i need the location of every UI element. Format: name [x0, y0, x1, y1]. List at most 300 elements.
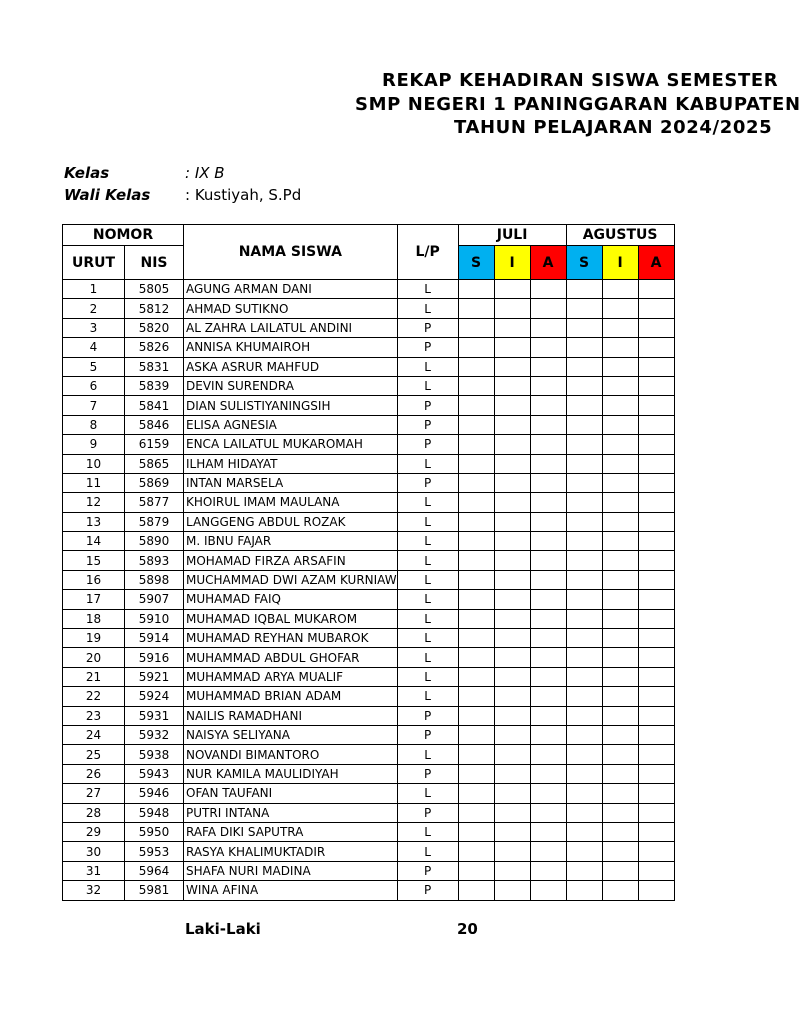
- row-gender: P: [397, 473, 458, 492]
- attendance-cell[interactable]: [638, 842, 674, 861]
- attendance-cell[interactable]: [458, 280, 494, 299]
- title-line-1: REKAP KEHADIRAN SISWA SEMESTER: [382, 70, 779, 91]
- row-nis: 5831: [125, 357, 184, 376]
- attendance-cell[interactable]: [530, 415, 566, 434]
- attendance-cell[interactable]: [494, 822, 530, 841]
- attendance-cell[interactable]: [494, 861, 530, 880]
- attendance-cell[interactable]: [566, 764, 602, 783]
- table-row: [63, 318, 675, 337]
- table-row: [63, 590, 675, 609]
- attendance-cell[interactable]: [602, 745, 638, 764]
- attendance-cell[interactable]: [638, 376, 674, 395]
- attendance-cell[interactable]: [566, 570, 602, 589]
- attendance-cell[interactable]: [566, 725, 602, 744]
- attendance-cell[interactable]: [458, 532, 494, 551]
- row-number: 19: [63, 629, 125, 648]
- attendance-cell[interactable]: [494, 648, 530, 667]
- attendance-cell[interactable]: [638, 687, 674, 706]
- attendance-cell[interactable]: [494, 473, 530, 492]
- attendance-cell[interactable]: [638, 706, 674, 725]
- attendance-cell[interactable]: [494, 532, 530, 551]
- attendance-cell[interactable]: [602, 822, 638, 841]
- row-number: 32: [63, 881, 125, 900]
- attendance-cell[interactable]: [494, 376, 530, 395]
- attendance-cell[interactable]: [530, 745, 566, 764]
- attendance-cell[interactable]: [566, 784, 602, 803]
- wali-kelas-value: : Kustiyah, S.Pd: [185, 186, 302, 204]
- row-gender: P: [397, 338, 458, 357]
- attendance-cell[interactable]: [602, 764, 638, 783]
- attendance-cell[interactable]: [638, 629, 674, 648]
- attendance-cell[interactable]: [494, 435, 530, 454]
- row-nis: 5938: [125, 745, 184, 764]
- attendance-cell[interactable]: [494, 842, 530, 861]
- table-row: [63, 435, 675, 454]
- table-row: [63, 454, 675, 473]
- row-gender: L: [397, 648, 458, 667]
- attendance-cell[interactable]: [602, 803, 638, 822]
- row-gender: L: [397, 299, 458, 318]
- attendance-cell[interactable]: [638, 357, 674, 376]
- attendance-cell[interactable]: [458, 764, 494, 783]
- summary-label: Laki-Laki: [185, 920, 261, 938]
- row-student-name: LANGGENG ABDUL ROZAK: [184, 512, 398, 531]
- title-line-2: SMP NEGERI 1 PANINGGARAN KABUPATEN: [355, 94, 801, 115]
- attendance-cell[interactable]: [530, 396, 566, 415]
- row-nis: 5879: [125, 512, 184, 531]
- row-number: 27: [63, 784, 125, 803]
- row-nis: 5890: [125, 532, 184, 551]
- kelas-label: Kelas: [64, 164, 110, 182]
- attendance-cell[interactable]: [566, 687, 602, 706]
- attendance-cell[interactable]: [638, 454, 674, 473]
- row-nis: 5805: [125, 280, 184, 299]
- attendance-cell[interactable]: [530, 881, 566, 900]
- attendance-cell[interactable]: [530, 842, 566, 861]
- table-row: [63, 764, 675, 783]
- row-gender: L: [397, 842, 458, 861]
- attendance-cell[interactable]: [638, 396, 674, 415]
- row-nis: 5932: [125, 725, 184, 744]
- attendance-cell[interactable]: [566, 338, 602, 357]
- attendance-cell[interactable]: [458, 551, 494, 570]
- attendance-cell[interactable]: [458, 745, 494, 764]
- row-nis: 5826: [125, 338, 184, 357]
- attendance-cell[interactable]: [566, 493, 602, 512]
- attendance-cell[interactable]: [638, 570, 674, 589]
- attendance-cell[interactable]: [530, 376, 566, 395]
- row-student-name: RAFA DIKI SAPUTRA: [184, 822, 398, 841]
- attendance-cell[interactable]: [530, 493, 566, 512]
- attendance-cell[interactable]: [494, 687, 530, 706]
- row-number: 8: [63, 415, 125, 434]
- row-gender: L: [397, 609, 458, 628]
- row-student-name: INTAN MARSELA: [184, 473, 398, 492]
- student-rows: [63, 280, 675, 901]
- row-student-name: ELISA AGNESIA: [184, 415, 398, 434]
- attendance-cell[interactable]: [530, 338, 566, 357]
- header-nis: NIS: [125, 246, 184, 280]
- attendance-cell[interactable]: [530, 551, 566, 570]
- row-number: 2: [63, 299, 125, 318]
- header-nomor: NOMOR: [63, 225, 184, 246]
- attendance-cell[interactable]: [458, 493, 494, 512]
- attendance-cell[interactable]: [458, 861, 494, 880]
- attendance-cell[interactable]: [530, 454, 566, 473]
- attendance-cell[interactable]: [602, 512, 638, 531]
- attendance-cell[interactable]: [458, 803, 494, 822]
- attendance-cell[interactable]: [602, 454, 638, 473]
- attendance-cell[interactable]: [530, 861, 566, 880]
- row-nis: 5869: [125, 473, 184, 492]
- attendance-cell[interactable]: [602, 338, 638, 357]
- attendance-cell[interactable]: [494, 784, 530, 803]
- table-row: [63, 803, 675, 822]
- attendance-cell[interactable]: [530, 512, 566, 531]
- row-gender: P: [397, 764, 458, 783]
- attendance-cell[interactable]: [458, 881, 494, 900]
- attendance-cell[interactable]: [566, 415, 602, 434]
- kelas-value: : IX B: [185, 164, 225, 182]
- attendance-cell[interactable]: [638, 280, 674, 299]
- attendance-cell[interactable]: [638, 764, 674, 783]
- attendance-cell[interactable]: [530, 706, 566, 725]
- attendance-cell[interactable]: [530, 280, 566, 299]
- attendance-cell[interactable]: [494, 706, 530, 725]
- attendance-cell[interactable]: [530, 803, 566, 822]
- attendance-cell[interactable]: [638, 435, 674, 454]
- row-number: 5: [63, 357, 125, 376]
- attendance-cell[interactable]: [602, 861, 638, 880]
- row-number: 31: [63, 861, 125, 880]
- attendance-cell[interactable]: [458, 435, 494, 454]
- table-row: [63, 629, 675, 648]
- row-gender: L: [397, 493, 458, 512]
- row-student-name: MUCHAMMAD DWI AZAM KURNIAW: [184, 570, 398, 589]
- row-gender: L: [397, 629, 458, 648]
- attendance-cell[interactable]: [602, 299, 638, 318]
- attendance-cell[interactable]: [638, 609, 674, 628]
- row-number: 9: [63, 435, 125, 454]
- row-number: 7: [63, 396, 125, 415]
- attendance-cell[interactable]: [602, 357, 638, 376]
- attendance-cell[interactable]: [494, 493, 530, 512]
- attendance-cell[interactable]: [638, 648, 674, 667]
- row-student-name: ENCA LAILATUL MUKAROMAH: [184, 435, 398, 454]
- attendance-cell[interactable]: [566, 512, 602, 531]
- attendance-cell[interactable]: [602, 493, 638, 512]
- attendance-cell[interactable]: [494, 745, 530, 764]
- attendance-cell[interactable]: [458, 376, 494, 395]
- attendance-cell[interactable]: [602, 667, 638, 686]
- attendance-cell[interactable]: [602, 532, 638, 551]
- attendance-cell[interactable]: [494, 590, 530, 609]
- title-line-3: TAHUN PELAJARAN 2024/2025: [454, 117, 773, 138]
- attendance-cell[interactable]: [638, 803, 674, 822]
- row-nis: 5943: [125, 764, 184, 783]
- attendance-cell[interactable]: [458, 667, 494, 686]
- attendance-cell[interactable]: [458, 725, 494, 744]
- attendance-cell[interactable]: [530, 590, 566, 609]
- attendance-cell[interactable]: [638, 551, 674, 570]
- attendance-cell[interactable]: [566, 299, 602, 318]
- row-gender: P: [397, 396, 458, 415]
- attendance-cell[interactable]: [602, 376, 638, 395]
- row-student-name: WINA AFINA: [184, 881, 398, 900]
- attendance-cell[interactable]: [458, 590, 494, 609]
- attendance-cell[interactable]: [566, 532, 602, 551]
- row-student-name: AL ZAHRA LAILATUL ANDINI: [184, 318, 398, 337]
- attendance-cell[interactable]: [602, 784, 638, 803]
- attendance-cell[interactable]: [638, 590, 674, 609]
- attendance-cell[interactable]: [530, 609, 566, 628]
- row-nis: 5910: [125, 609, 184, 628]
- row-nis: 5964: [125, 861, 184, 880]
- attendance-cell[interactable]: [566, 590, 602, 609]
- attendance-cell[interactable]: [530, 435, 566, 454]
- attendance-cell[interactable]: [494, 299, 530, 318]
- attendance-cell[interactable]: [638, 532, 674, 551]
- attendance-cell[interactable]: [566, 376, 602, 395]
- attendance-cell[interactable]: [530, 725, 566, 744]
- attendance-cell[interactable]: [458, 687, 494, 706]
- row-number: 14: [63, 532, 125, 551]
- row-number: 25: [63, 745, 125, 764]
- attendance-cell[interactable]: [494, 396, 530, 415]
- row-gender: L: [397, 822, 458, 841]
- attendance-cell[interactable]: [494, 318, 530, 337]
- attendance-cell[interactable]: [602, 318, 638, 337]
- row-student-name: MUHAMAD IQBAL MUKAROM: [184, 609, 398, 628]
- attendance-cell[interactable]: [638, 299, 674, 318]
- attendance-cell[interactable]: [494, 667, 530, 686]
- attendance-cell[interactable]: [458, 629, 494, 648]
- table-row: [63, 745, 675, 764]
- attendance-cell[interactable]: [638, 725, 674, 744]
- attendance-cell[interactable]: [602, 435, 638, 454]
- attendance-cell[interactable]: [494, 551, 530, 570]
- attendance-cell[interactable]: [566, 280, 602, 299]
- attendance-cell[interactable]: [602, 551, 638, 570]
- row-gender: L: [397, 357, 458, 376]
- attendance-cell[interactable]: [458, 338, 494, 357]
- attendance-cell[interactable]: [458, 318, 494, 337]
- row-number: 29: [63, 822, 125, 841]
- row-nis: 5931: [125, 706, 184, 725]
- attendance-cell[interactable]: [494, 609, 530, 628]
- attendance-cell[interactable]: [566, 803, 602, 822]
- attendance-cell[interactable]: [602, 590, 638, 609]
- attendance-cell[interactable]: [530, 299, 566, 318]
- attendance-cell[interactable]: [566, 842, 602, 861]
- attendance-cell[interactable]: [602, 415, 638, 434]
- attendance-cell[interactable]: [566, 822, 602, 841]
- row-student-name: ILHAM HIDAYAT: [184, 454, 398, 473]
- table-row: [63, 784, 675, 803]
- table-row: [63, 570, 675, 589]
- attendance-cell[interactable]: [458, 842, 494, 861]
- attendance-cell[interactable]: [638, 512, 674, 531]
- attendance-cell[interactable]: [494, 725, 530, 744]
- row-nis: 5893: [125, 551, 184, 570]
- row-gender: P: [397, 861, 458, 880]
- attendance-cell[interactable]: [458, 512, 494, 531]
- attendance-cell[interactable]: [638, 784, 674, 803]
- table-row: [63, 280, 675, 299]
- attendance-cell[interactable]: [638, 881, 674, 900]
- attendance-cell[interactable]: [566, 861, 602, 880]
- attendance-cell[interactable]: [566, 745, 602, 764]
- row-gender: L: [397, 687, 458, 706]
- attendance-cell[interactable]: [602, 280, 638, 299]
- attendance-cell[interactable]: [602, 687, 638, 706]
- row-number: 18: [63, 609, 125, 628]
- attendance-cell[interactable]: [530, 764, 566, 783]
- attendance-cell[interactable]: [638, 318, 674, 337]
- attendance-cell[interactable]: [566, 454, 602, 473]
- attendance-cell[interactable]: [494, 280, 530, 299]
- attendance-cell[interactable]: [530, 667, 566, 686]
- attendance-cell[interactable]: [602, 842, 638, 861]
- attendance-cell[interactable]: [458, 822, 494, 841]
- attendance-cell[interactable]: [458, 357, 494, 376]
- table-row: [63, 687, 675, 706]
- attendance-cell[interactable]: [458, 706, 494, 725]
- attendance-cell[interactable]: [638, 338, 674, 357]
- attendance-cell[interactable]: [602, 706, 638, 725]
- attendance-cell[interactable]: [494, 338, 530, 357]
- attendance-cell[interactable]: [566, 551, 602, 570]
- attendance-cell[interactable]: [602, 609, 638, 628]
- row-gender: L: [397, 454, 458, 473]
- row-number: 4: [63, 338, 125, 357]
- attendance-cell[interactable]: [458, 473, 494, 492]
- attendance-cell[interactable]: [494, 803, 530, 822]
- row-student-name: M. IBNU FAJAR: [184, 532, 398, 551]
- row-gender: P: [397, 435, 458, 454]
- attendance-cell[interactable]: [638, 822, 674, 841]
- attendance-cell[interactable]: [602, 881, 638, 900]
- attendance-cell[interactable]: [494, 764, 530, 783]
- attendance-cell[interactable]: [458, 415, 494, 434]
- row-gender: P: [397, 706, 458, 725]
- attendance-cell[interactable]: [566, 357, 602, 376]
- attendance-cell[interactable]: [566, 881, 602, 900]
- attendance-cell[interactable]: [494, 570, 530, 589]
- attendance-cell[interactable]: [530, 532, 566, 551]
- table-row: [63, 667, 675, 686]
- attendance-cell[interactable]: [458, 648, 494, 667]
- row-student-name: MUHAMMAD ARYA MUALIF: [184, 667, 398, 686]
- attendance-cell[interactable]: [530, 629, 566, 648]
- attendance-cell[interactable]: [602, 725, 638, 744]
- row-student-name: DIAN SULISTIYANINGSIH: [184, 396, 398, 415]
- row-nis: 5953: [125, 842, 184, 861]
- row-number: 1: [63, 280, 125, 299]
- row-student-name: DEVIN SURENDRA: [184, 376, 398, 395]
- attendance-cell[interactable]: [530, 357, 566, 376]
- attendance-cell[interactable]: [638, 667, 674, 686]
- attendance-cell[interactable]: [602, 629, 638, 648]
- attendance-cell[interactable]: [494, 357, 530, 376]
- row-nis: 5841: [125, 396, 184, 415]
- attendance-cell[interactable]: [602, 473, 638, 492]
- title-block: [0, 0, 801, 140]
- row-number: 30: [63, 842, 125, 861]
- attendance-cell[interactable]: [458, 454, 494, 473]
- attendance-cell[interactable]: [566, 706, 602, 725]
- attendance-cell[interactable]: [530, 822, 566, 841]
- attendance-cell[interactable]: [530, 318, 566, 337]
- row-student-name: SHAFA NURI MADINA: [184, 861, 398, 880]
- attendance-cell[interactable]: [638, 473, 674, 492]
- attendance-cell[interactable]: [566, 435, 602, 454]
- attendance-cell[interactable]: [602, 648, 638, 667]
- attendance-cell[interactable]: [458, 570, 494, 589]
- row-gender: L: [397, 667, 458, 686]
- row-number: 13: [63, 512, 125, 531]
- row-number: 23: [63, 706, 125, 725]
- attendance-cell[interactable]: [638, 745, 674, 764]
- table-row: [63, 725, 675, 744]
- attendance-cell[interactable]: [638, 493, 674, 512]
- attendance-cell[interactable]: [458, 396, 494, 415]
- attendance-cell[interactable]: [494, 454, 530, 473]
- attendance-cell[interactable]: [458, 784, 494, 803]
- attendance-cell[interactable]: [530, 473, 566, 492]
- attendance-cell[interactable]: [566, 609, 602, 628]
- header-month-agustus: AGUSTUS: [566, 225, 674, 246]
- row-nis: 5846: [125, 415, 184, 434]
- row-student-name: MUHAMMAD BRIAN ADAM: [184, 687, 398, 706]
- header-code-alpa: A: [638, 246, 674, 280]
- row-gender: P: [397, 415, 458, 434]
- attendance-cell[interactable]: [566, 396, 602, 415]
- attendance-cell[interactable]: [602, 570, 638, 589]
- attendance-cell[interactable]: [530, 784, 566, 803]
- row-student-name: MOHAMAD FIRZA ARSAFIN: [184, 551, 398, 570]
- attendance-cell[interactable]: [602, 396, 638, 415]
- attendance-cell[interactable]: [566, 318, 602, 337]
- attendance-cell[interactable]: [638, 415, 674, 434]
- row-student-name: PUTRI INTANA: [184, 803, 398, 822]
- table-row: [63, 338, 675, 357]
- table-row: [63, 376, 675, 395]
- attendance-cell[interactable]: [530, 648, 566, 667]
- attendance-cell[interactable]: [638, 861, 674, 880]
- attendance-cell[interactable]: [566, 629, 602, 648]
- attendance-cell[interactable]: [494, 881, 530, 900]
- attendance-cell[interactable]: [458, 299, 494, 318]
- header-code-sakit: S: [458, 246, 494, 280]
- attendance-cell[interactable]: [494, 415, 530, 434]
- row-gender: L: [397, 512, 458, 531]
- attendance-cell[interactable]: [566, 667, 602, 686]
- row-number: 10: [63, 454, 125, 473]
- attendance-cell[interactable]: [494, 512, 530, 531]
- row-gender: L: [397, 376, 458, 395]
- attendance-cell[interactable]: [530, 570, 566, 589]
- row-gender: P: [397, 881, 458, 900]
- row-gender: L: [397, 745, 458, 764]
- attendance-cell[interactable]: [566, 648, 602, 667]
- attendance-cell[interactable]: [458, 609, 494, 628]
- attendance-cell[interactable]: [566, 473, 602, 492]
- attendance-cell[interactable]: [530, 687, 566, 706]
- table-row: [63, 357, 675, 376]
- row-gender: P: [397, 318, 458, 337]
- attendance-cell[interactable]: [494, 629, 530, 648]
